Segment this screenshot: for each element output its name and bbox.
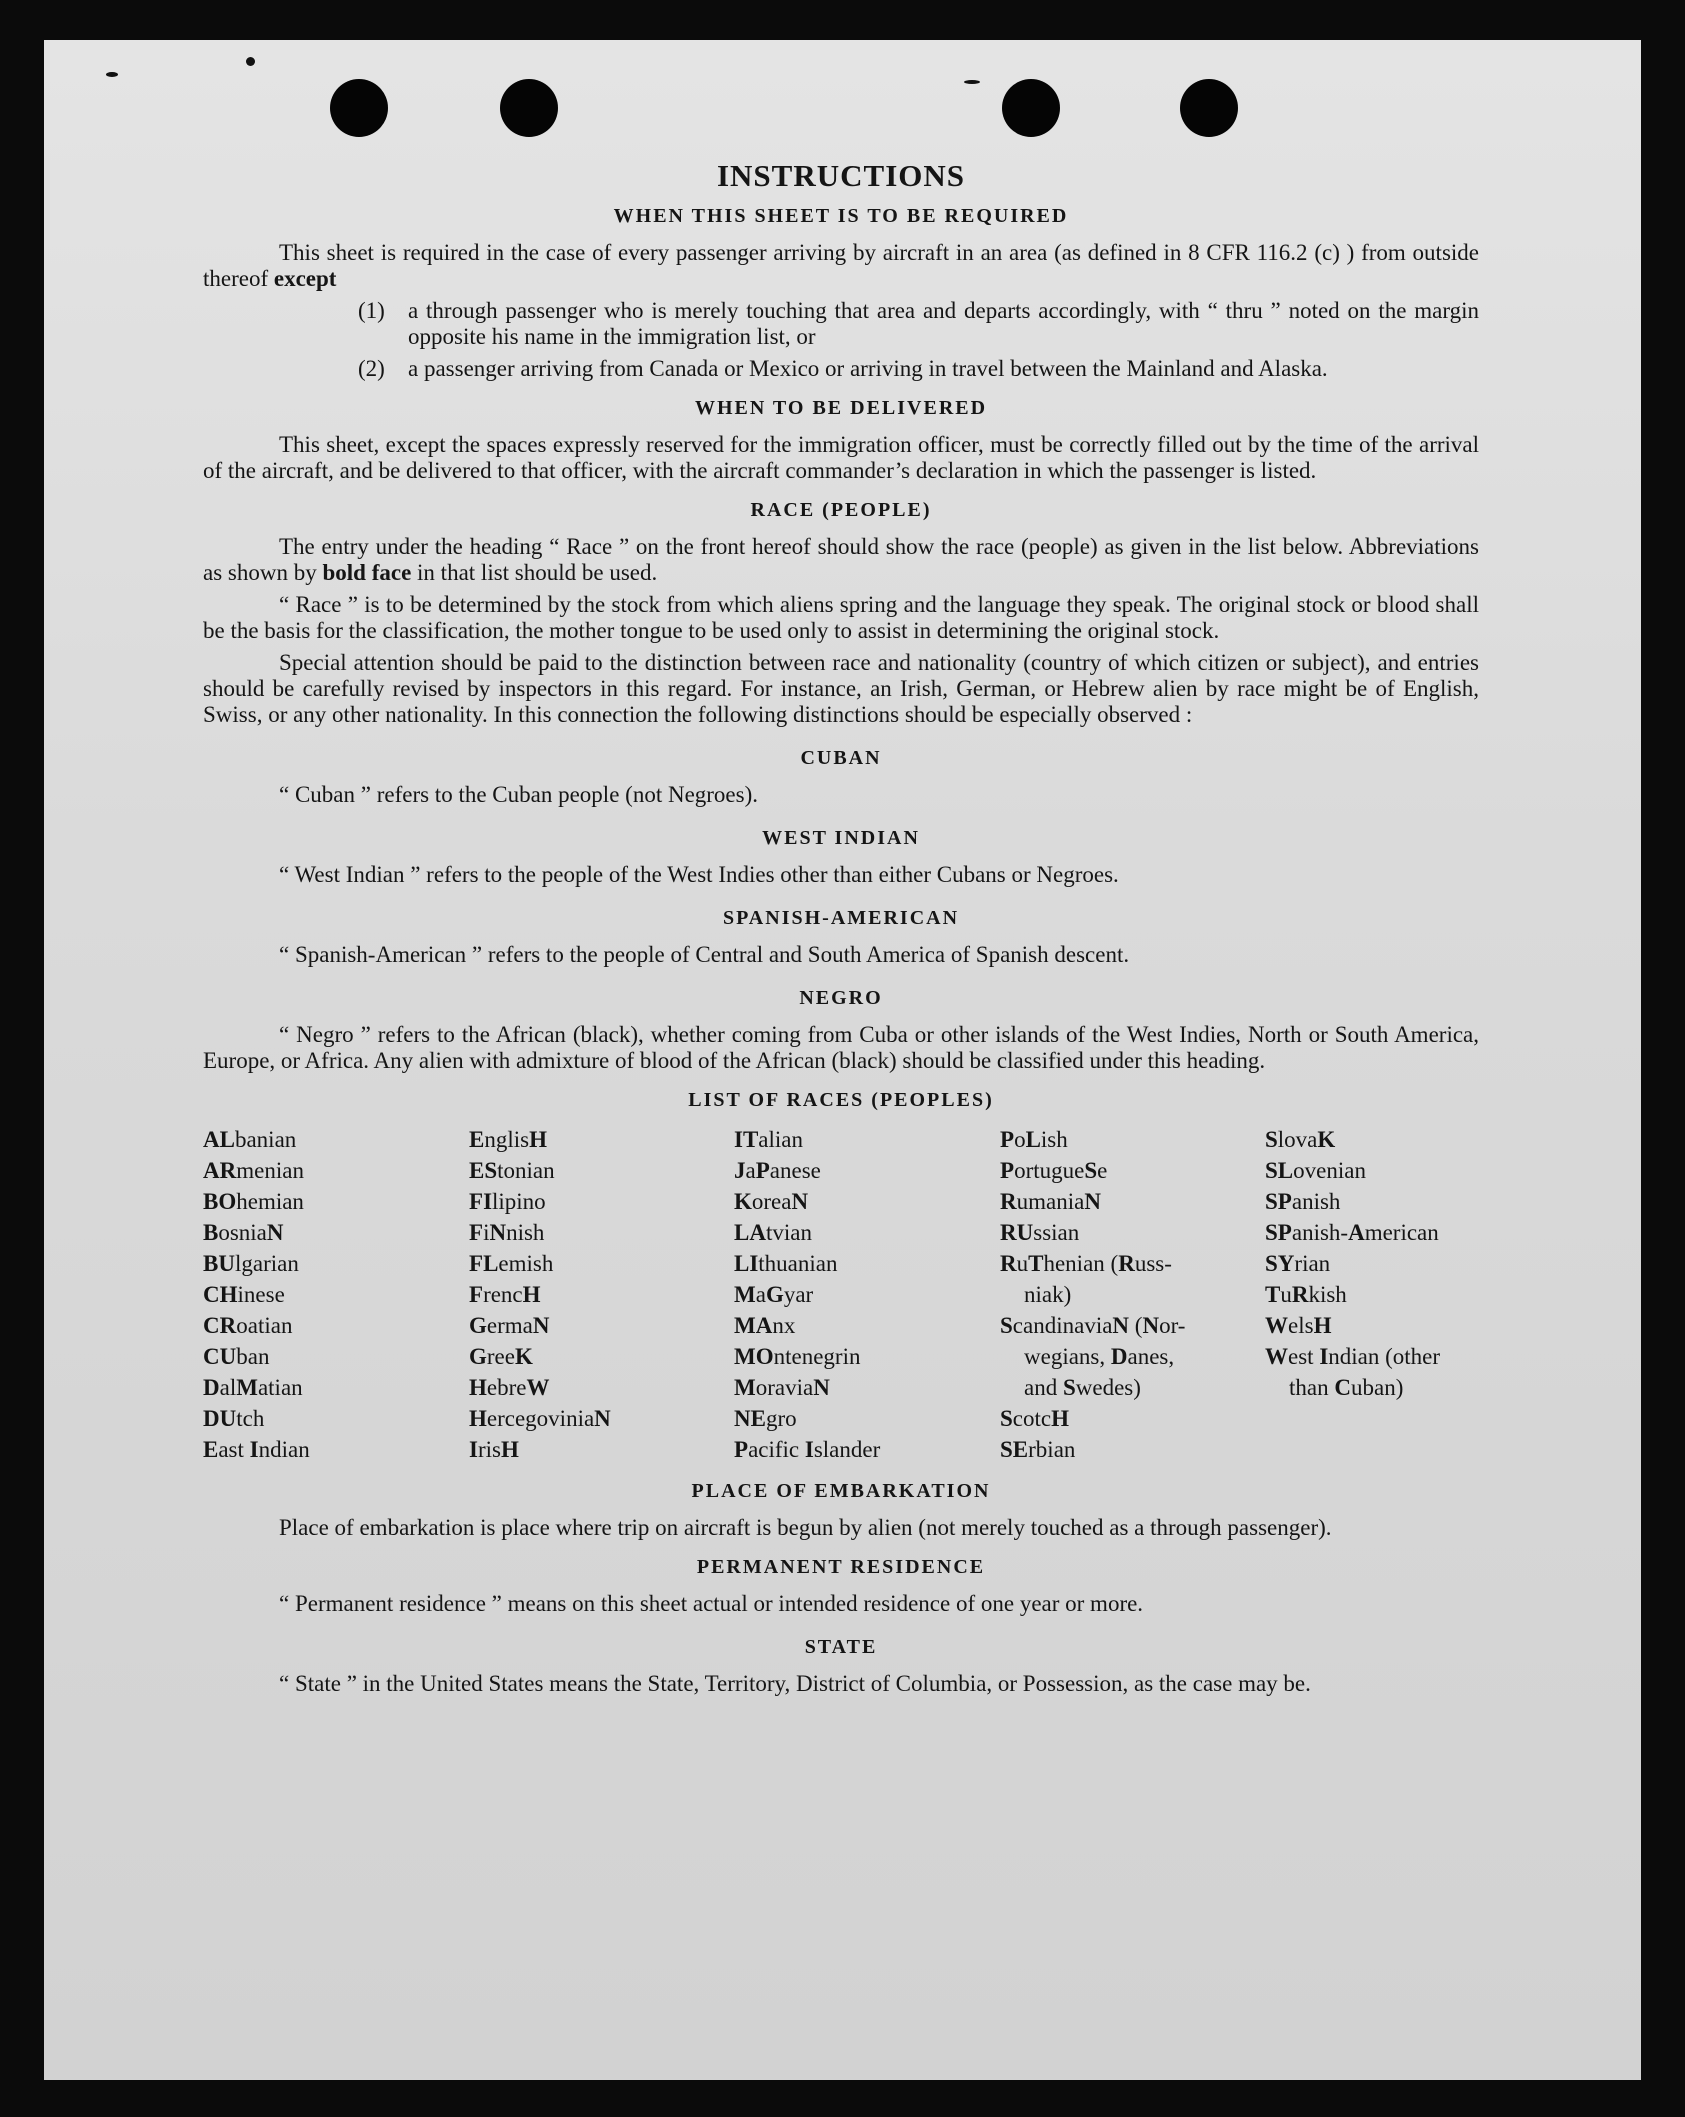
- race-entry: RuThenian (Russ-: [1000, 1251, 1172, 1276]
- heading-races-list: LIST OF RACES (PEOPLES): [688, 1089, 994, 1111]
- heading-residence: PERMANENT RESIDENCE: [696, 1556, 986, 1578]
- punch-hole: [1002, 79, 1060, 137]
- negro-text: “ Negro ” refers to the African (black), whether coming from Cuba or other islands of the West Indies, North or South America, Europe, or Africa. Any alien with admixture of blood of the African (black) should be classified under this heading.: [203, 1022, 1479, 1073]
- ink-speck: [964, 80, 980, 84]
- punch-hole: [330, 79, 388, 137]
- when-delivered-text: This sheet, except the spaces expressly reserved for the immigration officer, must be correctly filled out by the time of the arrival of the aircraft, and be delivered to that officer, with the aircraft commander’s declaration in which the passenger is listed.: [203, 432, 1479, 483]
- race-entry: LIthuanian: [734, 1251, 838, 1276]
- race-entry: DUtch: [203, 1406, 265, 1431]
- page-title: INSTRUCTIONS: [716, 158, 965, 193]
- race-entry: MaGyar: [734, 1282, 814, 1307]
- heading-state: STATE: [804, 1636, 878, 1658]
- races-list: [203, 1124, 1479, 1465]
- exception-item-2: (2) a passenger arriving from Canada or Mexico or arriving in travel between the Mainland and Alaska.: [358, 356, 1328, 381]
- race-entry: ARmenian: [203, 1158, 304, 1183]
- race-entry: LAtvian: [734, 1220, 812, 1245]
- race-entry: EStonian: [469, 1158, 555, 1183]
- race-paragraph-3: Special attention should be paid to the distinction between race and nationality (country of which citizen or subject), and entries should be carefully revised by inspectors in this regard. For instance, an Irish, German, or Hebrew alien by race might be of English, Swiss, or any other nationality. In this connection the following distinctions should be especially observed :: [203, 650, 1479, 727]
- race-entry: RumaniaN: [1000, 1189, 1101, 1214]
- race-entry: ScotcH: [1000, 1406, 1069, 1431]
- race-entry: CRoatian: [203, 1313, 293, 1338]
- races-column-2: [469, 1124, 734, 1465]
- heading-embarkation: PLACE OF EMBARKATION: [691, 1480, 991, 1502]
- race-entry: EnglisH: [469, 1127, 547, 1152]
- punch-hole: [1180, 79, 1238, 137]
- race-entry: West Indian (other: [1265, 1344, 1441, 1369]
- spanish-american-text: “ Spanish-American ” refers to the people of Central and South America of Spanish descent.: [279, 942, 1130, 967]
- races-column-1: [203, 1124, 469, 1465]
- race-entry: than Cuban): [1289, 1375, 1404, 1400]
- heading-when-delivered: WHEN TO BE DELIVERED: [694, 397, 988, 419]
- document-page: [44, 40, 1641, 2080]
- race-entry: NEgro: [734, 1406, 797, 1431]
- when-required-intro: This sheet is required in the case of every passenger arriving by aircraft in an area (as defined in 8 CFR 116.2 (c) ) from outside thereof except: [203, 240, 1479, 291]
- race-entry: HercegoviniaN: [469, 1406, 611, 1431]
- race-entry: HebreW: [469, 1375, 550, 1400]
- race-entry: BOhemian: [203, 1189, 304, 1214]
- race-entry: Pacific Islander: [734, 1437, 881, 1462]
- race-entry: SPanish-American: [1265, 1220, 1439, 1245]
- ink-speck: [246, 57, 255, 66]
- race-entry: MoraviaN: [734, 1375, 830, 1400]
- heading-spanish-american: SPANISH-AMERICAN: [722, 907, 960, 929]
- races-column-5: [1265, 1124, 1479, 1465]
- race-entry: wegians, Danes,: [1024, 1344, 1175, 1369]
- races-column-4: [1000, 1124, 1265, 1465]
- race-entry: RUssian: [1000, 1220, 1080, 1245]
- races-column-3: [734, 1124, 1000, 1465]
- race-entry: GreeK: [469, 1344, 533, 1369]
- race-paragraph-2: “ Race ” is to be determined by the stock from which aliens spring and the language they speak. The original stock or blood shall be the basis for the classification, the mother tongue to be used only to assist in determining the original stock.: [203, 592, 1479, 643]
- heading-cuban: CUBAN: [800, 747, 882, 769]
- race-entry: SPanish: [1265, 1189, 1341, 1214]
- race-entry: ALbanian: [203, 1127, 297, 1152]
- race-entry: MAnx: [734, 1313, 796, 1338]
- race-entry: and Swedes): [1024, 1375, 1141, 1400]
- state-text: “ State ” in the United States means the State, Territory, District of Columbia, or Possession, as the case may be.: [279, 1671, 1311, 1696]
- heading-west-indian: WEST INDIAN: [762, 827, 920, 849]
- heading-negro: NEGRO: [799, 987, 883, 1009]
- race-entry: CUban: [203, 1344, 270, 1369]
- race-entry: FIlipino: [469, 1189, 546, 1214]
- race-entry: BUlgarian: [203, 1251, 299, 1276]
- race-entry: DalMatian: [203, 1375, 303, 1400]
- punch-hole: [500, 79, 558, 137]
- west-indian-text: “ West Indian ” refers to the people of the West Indies other than either Cubans or Negroes.: [279, 862, 1119, 887]
- cuban-text: “ Cuban ” refers to the Cuban people (not Negroes).: [279, 782, 759, 807]
- heading-race: RACE (PEOPLE): [750, 499, 932, 521]
- race-entry: niak): [1024, 1282, 1072, 1307]
- race-entry: GermaN: [469, 1313, 550, 1338]
- race-entry: PoLish: [1000, 1127, 1068, 1152]
- race-paragraph-1: The entry under the heading “ Race ” on the front hereof should show the race (people) as given in the list below. Abbreviations as shown by bold face in that list should be used.: [203, 534, 1479, 585]
- race-entry: IrisH: [469, 1437, 519, 1462]
- residence-text: “ Permanent residence ” means on this sheet actual or intended residence of one year or more.: [279, 1591, 1144, 1616]
- race-entry: SlovaK: [1265, 1127, 1336, 1152]
- race-entry: FiNnish: [469, 1220, 545, 1245]
- race-entry: PortugueSe: [1000, 1158, 1108, 1183]
- race-entry: CHinese: [203, 1282, 285, 1307]
- heading-when-required: WHEN THIS SHEET IS TO BE REQUIRED: [613, 205, 1069, 227]
- race-entry: TuRkish: [1265, 1282, 1347, 1307]
- exception-item-1: (1) a through passenger who is merely touching that area and departs accordingly, with “ thru ” noted on the margin opposite his name in the immigration list, or: [358, 298, 1479, 349]
- race-entry: SLovenian: [1265, 1158, 1366, 1183]
- race-entry: KoreaN: [734, 1189, 809, 1214]
- race-entry: ScandinaviaN (Nor-: [1000, 1313, 1186, 1338]
- race-entry: FrencH: [469, 1282, 541, 1307]
- race-entry: JaPanese: [734, 1158, 821, 1183]
- instructions-body: [203, 158, 1479, 1703]
- race-entry: BosniaN: [203, 1220, 284, 1245]
- race-entry: East Indian: [203, 1437, 310, 1462]
- race-entry: SYrian: [1265, 1251, 1331, 1276]
- race-entry: FLemish: [469, 1251, 554, 1276]
- embarkation-text: Place of embarkation is place where trip on aircraft is begun by alien (not merely touched as a through passenger).: [279, 1515, 1332, 1540]
- ink-speck: [106, 72, 118, 77]
- race-entry: ITalian: [734, 1127, 803, 1152]
- race-entry: WelsH: [1265, 1313, 1332, 1338]
- race-entry: SErbian: [1000, 1437, 1076, 1462]
- race-entry: MOntenegrin: [734, 1344, 861, 1369]
